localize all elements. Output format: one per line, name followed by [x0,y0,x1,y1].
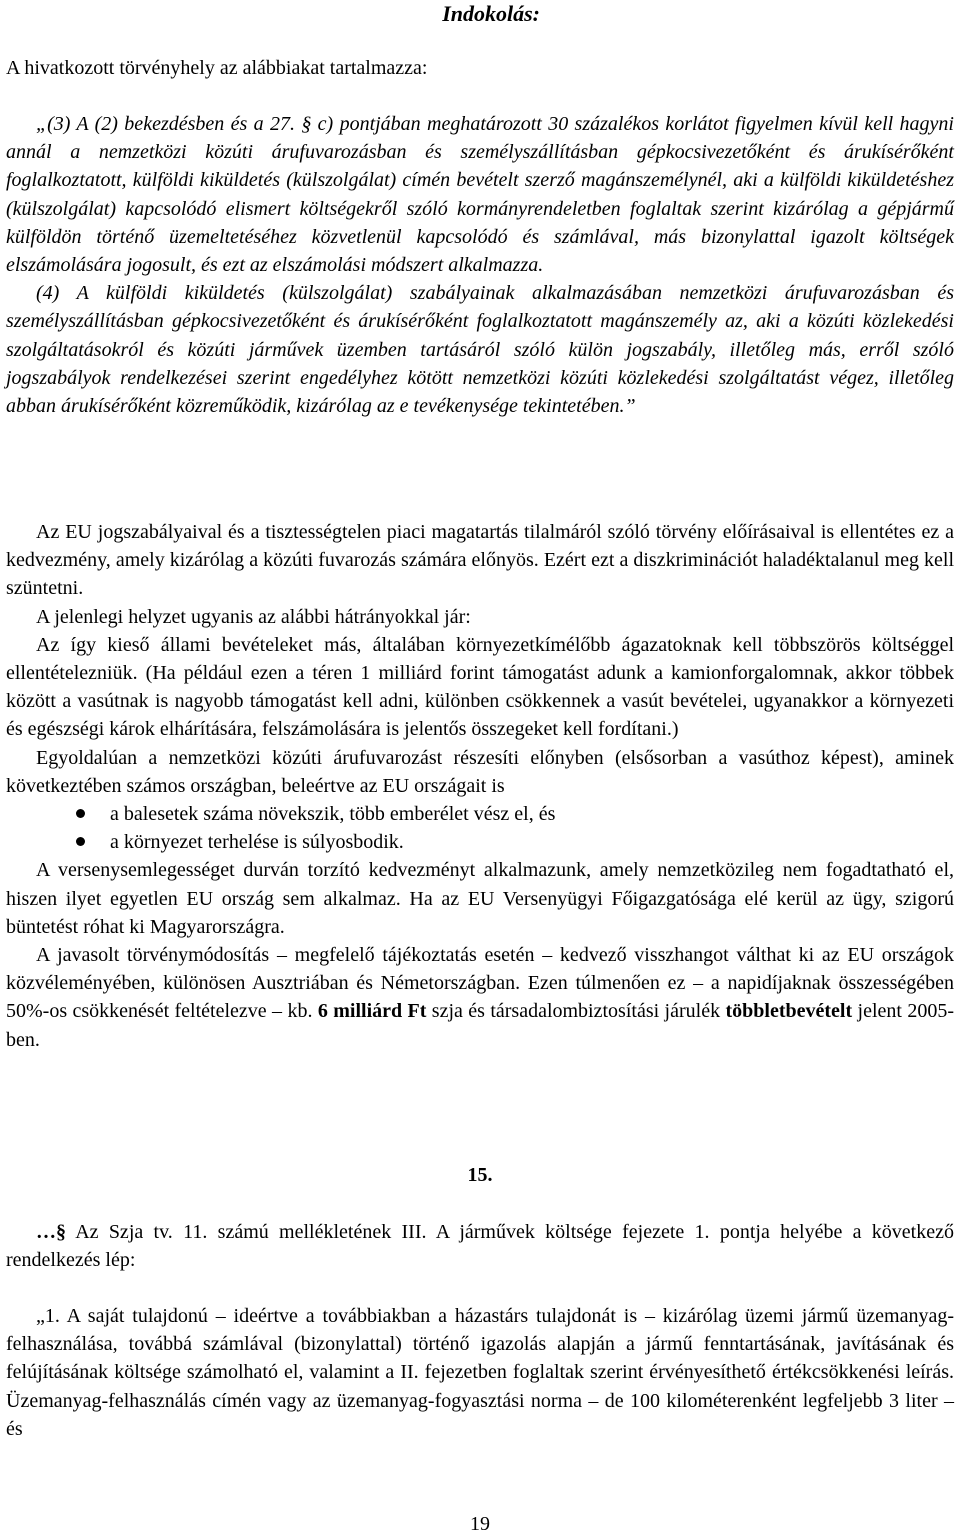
one-sided-paragraph: Egyoldalúan a nemzetközi közúti árufuvarozást részesíti előnyben (elsősorban a vasúthoz képest), aminek következtében számos országban, beleértve az EU országait is [6,746,954,797]
lost-revenue-paragraph: Az így kieső állami bevételeket más, általában környezetkímélőbb ágazatoknak kell többszörös költséggel ellentételezniük. (Ha például ezen a téren 1 milliárd forint támogatást adunk a kamionforgalomnak, akkor többek között a vasútnak is nagyobb támogatást kell adni, különben csökkennek a vasút bevételei, ugyanakkor a környezeti és egészségi károk elhárítására, felszámolására is jelentős összegeket kell fordítani.) [6,633,954,741]
list-item: a környezet terhelése is súlyosbodik. [6,828,954,856]
quoted-law-block [6,110,954,420]
amendment-block [6,1218,954,1274]
current-situation-paragraph: A jelenlegi helyzet ugyanis az alábbi hátrányokkal jár: [36,605,471,628]
amendment-quote-paragraph: „1. A saját tulajdonú – ideértve a továbbiakban a házastárs tulajdonát is – kizárólag üzemi jármű üzemanyag-felhasználása, továbbá számlával (bizonylattal) történő igazolás alapján a jármű fenntartásának, javításának és felújításának költsége számolható el, valamint a II. fejezetben foglaltak szerint érvényesíthető értékcsökkenési leírás. Üzemanyag-felhasználás címén vagy az üzemanyag-fogyasztási norma – de 100 kilométerenként legfeljebb 3 liter – és [6,1305,954,1440]
section-number: 15. [467,1164,493,1186]
intro-paragraph: A hivatkozott törvényhely az alábbiakat tartalmazza: [6,57,428,79]
proposal-paragraph: A javasolt törvénymódosítás – megfelelő tájékoztatás esetén – kedvező visszhangot válthat ki az EU országok közvéleményében, különösen Ausztriában és Németországban. Ezen túlmenően ez – a napidíjaknak összességében 50%-os csökkenését feltételezve – kb. 6 milliárd Ft szja és társadalombiztosítási járulék többletbevételt jelent 2005-ben. [6,944,954,1051]
amendment-intro-paragraph: …§ Az Szja tv. 11. számú mellékletének III. A járművek költsége fejezete 1. pontja helyébe a következő rendelkezés lép: [6,1221,954,1272]
eu-paragraph: Az EU jogszabályaival és a tisztességtelen piaci magatartás tilalmáról szóló törvény előírásaival is ellentétes ez a kedvezmény, amely kizárólag a közúti fuvarozás számára előnyös. Ezért ezt a diszkriminációt haladéktalanul meg kell szüntetni. [6,521,954,600]
section-heading: Indokolás: [442,1,540,26]
intro-block [6,54,954,82]
amendment-quote-block [6,1302,954,1443]
list-item: a balesetek száma növekszik, több emberélet vész el, és [6,800,954,828]
bullet-icon [76,809,85,818]
bullet-icon [76,837,85,846]
quote-paragraph-3: „(3) A (2) bekezdésben és a 27. § c) pontjában meghatározott 30 százalékos korlátot figyelmen kívül kell hagyni annál a nemzetközi közúti árufuvarozásban és személyszállításban gépkocsivezetőként és árukísérőként foglalkoztatott, külföldi kiküldetés (külszolgálat) címén bevételt szerző magánszemélynél, aki a külföldi kiküldetéshez (külszolgálat) kapcsolódó elismert költségekről szóló kormányrendeletben foglaltak szerint kizárólag a gépjármű külföldön történő üzemeltetéséhez közvetlenül kapcsolódó és számlával, más bizonylattal igazolt költségek elszámolására jogosult, és ezt az elszámolási módszert alkalmazza. [6,113,954,277]
quote-paragraph-4: (4) A külföldi kiküldetés (külszolgálat) szabályainak alkalmazásában nemzetközi árufuvarozásban és személyszállításban gépkocsivezetőként és árukísérőként foglalkoztatott magánszemély az, aki a közúti közlekedési szolgáltatásokról és közúti járművek üzemben tartásáról szóló külön jogszabály, illetőleg más, erről szóló jogszabályok rendelkezései szerint engedélyhez kötött nemzetközi közúti közlekedési szolgáltatást végez, illetőleg abban árukísérőként közreműködik, kizárólag az e tevékenysége tekintetében.” [6,282,954,418]
competition-paragraph: A versenysemlegességet durván torzító kedvezményt alkalmazunk, amely nemzetközileg nem fogadtatható el, hiszen ilyet egyetlen EU ország sem alkalmaz. Ha az EU Versenyügyi Főigazgatósága elé kerül az ügy, szigorú büntetést róhat ki Magyarországra. [6,859,954,938]
consequence-list [6,800,954,856]
justification-block [6,518,954,1054]
page-number: 19 [470,1513,490,1535]
